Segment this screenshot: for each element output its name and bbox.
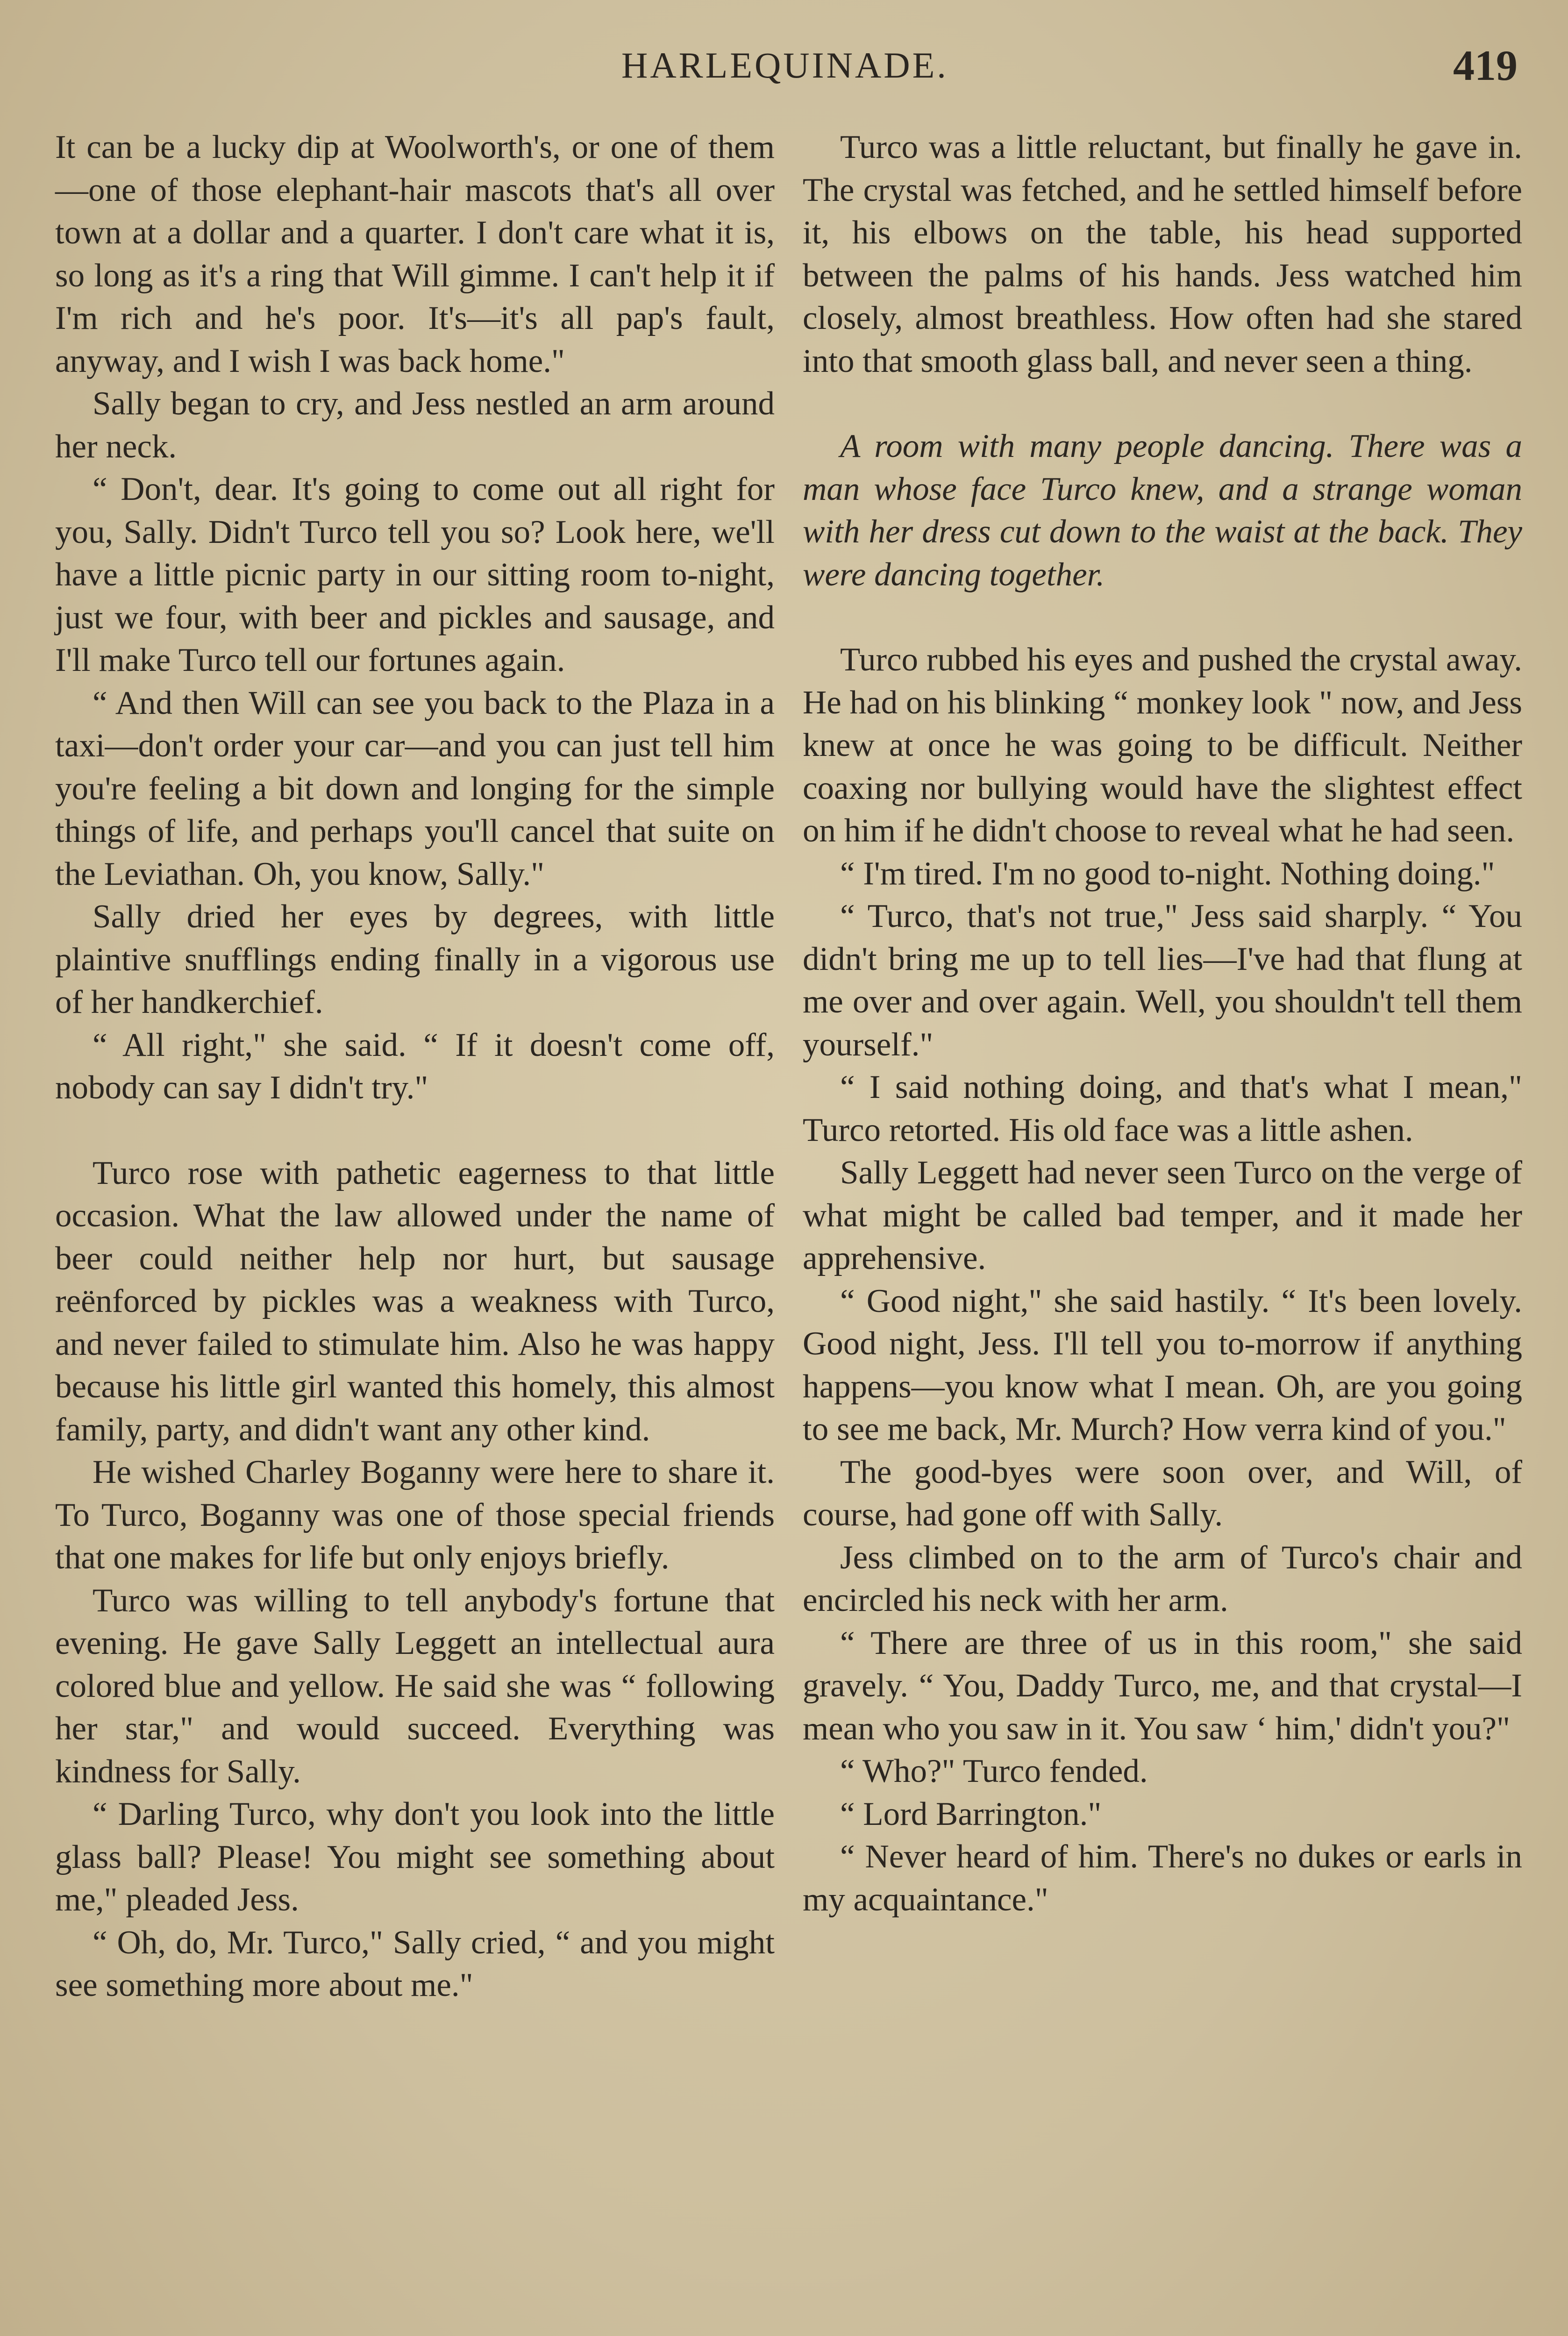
paragraph: “ Good night," she said hastily. “ It's been lovely. Good night, Jess. I'll tell you to-morrow if anything happens—you know what I mean. Oh, are you going to see me back, Mr. Murch? How verra kind of you." [803,1282,1522,1447]
paragraph: Turco was a little reluctant, but finally he gave in. The crystal was fetched, and he settled himself before it, his elbows on the table, his head supported between the palms of his hands. Jess watched him closely, almost breathless. How often had she stared into that smooth glass ball, and never seen a thing. [803,129,1522,379]
paragraph: “ I said nothing doing, and that's what I mean," Turco retorted. His old face was a little ashen. [803,1069,1522,1148]
paragraph: The good-byes were soon over, and Will, of course, had gone off with Sally. [803,1453,1522,1533]
paragraph: Turco was willing to tell anybody's fortune that evening. He gave Sally Leggett an intellectual aura colored blue and yellow. He said she was “ following her star," and would succeed. Everything was kindness for Sally. [55,1582,775,1790]
running-title: HARLEQUINADE. [621,45,948,85]
paragraph: “ Never heard of him. There's no dukes or earls in my acquaintance." [803,1838,1522,1918]
paragraph: Sally began to cry, and Jess nestled an arm around her neck. [55,385,775,465]
paragraph: “ I'm tired. I'm no good to-night. Nothing doing." [840,855,1495,892]
left-column [55,126,775,2007]
paragraph: Sally Leggett had never seen Turco on the verge of what might be called bad temper, and it made her apprehensive. [803,1154,1522,1276]
paragraph: “ Oh, do, Mr. Turco," Sally cried, “ and you might see something more about me." [55,1924,775,2003]
paragraph: “ Lord Barrington." [840,1795,1102,1832]
paragraph: He wished Charley Boganny were here to share it. To Turco, Boganny was one of those special friends that one makes for life but only enjoys briefly. [55,1454,775,1576]
paragraph: Jess climbed on to the arm of Turco's chair and encircled his neck with her arm. [803,1539,1522,1618]
crystal-vision-paragraph: A room with many people dancing. There was a man whose face Turco knew, and a strange woman with her dress cut down to the waist at the back. They were dancing together. [803,428,1522,593]
paragraph: Turco rose with pathetic eagerness to that little occasion. What the law allowed under the name of beer could neither help nor hurt, but sausage reënforced by pickles was a weakness with Turco, and never failed to stimulate him. Also he was happy because his little girl wanted this homely, this almost family, party, and didn't want any other kind. [55,1154,775,1448]
paragraph: “ Darling Turco, why don't you look into the little glass ball? Please! You might see something about me," pleaded Jess. [55,1796,775,1918]
right-column [803,126,1522,1921]
paragraph: “ Turco, that's not true," Jess said sharply. “ You didn't bring me up to tell lies—I've had that flung at me over and over again. Well, you shouldn't tell them yourself." [803,898,1522,1063]
page-number: 419 [1453,42,1518,89]
paragraph: “ All right," she said. “ If it doesn't come off, nobody can say I didn't try." [55,1026,775,1106]
paragraph: It can be a lucky dip at Woolworth's, or one of them—one of those elephant-hair mascots that's all over town at a dollar and a quarter. I don't care what it is, so long as it's a ring that Will gimme. I can't help it if I'm rich and he's poor. It's—it's all pap's fault, anyway, and I wish I was back home." [55,129,775,379]
paragraph: “ There are three of us in this room," she said gravely. “ You, Daddy Turco, me, and that crystal—I mean who you saw in it. You saw ‘ him,' didn't you?" [803,1624,1522,1747]
paragraph: Sally dried her eyes by degrees, with little plaintive snufflings ending finally in a vigorous use of her handkerchief. [55,898,775,1020]
page-header [0,44,1568,96]
paragraph: “ And then Will can see you back to the Plaza in a taxi—don't order your car—and you can just tell him you're feeling a bit down and longing for the simple things of life, and perhaps you'll cancel that suite on the Leviathan. Oh, you know, Sally." [55,684,775,892]
paragraph: “ Don't, dear. It's going to come out all right for you, Sally. Didn't Turco tell you so? Look here, we'll have a little picnic party in our sitting room to-night, just we four, with beer and pickles and sausage, and I'll make Turco tell our fortunes again. [55,471,775,678]
paragraph: “ Who?" Turco fended. [840,1753,1148,1789]
paragraph: Turco rubbed his eyes and pushed the crystal away. He had on his blinking “ monkey look " now, and Jess knew at once he was going to be difficult. Neither coaxing nor bullying would have the slightest effect on him if he didn't choose to reveal what he had seen. [803,641,1522,849]
